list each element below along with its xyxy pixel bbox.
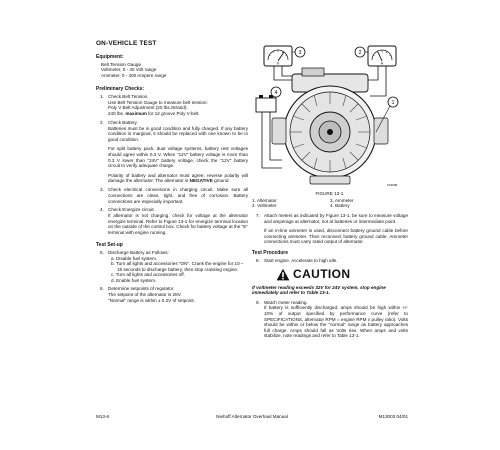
caution-banner [276, 268, 408, 281]
step-6 [100, 286, 248, 303]
step-number: 7. [256, 213, 260, 218]
callout-4 [271, 87, 281, 97]
substep: c. Turn all lights and accessories off. [111, 272, 185, 278]
figure-code: V13006 [386, 183, 398, 187]
step-number: 1. [100, 94, 104, 100]
equipment-list [101, 62, 248, 78]
step-title: Determine setpoints of regulator. [108, 286, 175, 292]
callout-3 [292, 47, 305, 57]
equipment-item: Belt Tension Gauge [101, 62, 142, 67]
step-4 [100, 207, 248, 235]
page-footer [96, 414, 408, 422]
figure-legend [252, 198, 408, 208]
text-run: Polarity of battery and alternator must agree; reverse polarity will damage the alternator. The alternator is [108, 172, 248, 184]
footer-manual-title: Niehoff Alternator Overhaul Manual [216, 414, 288, 419]
step-text: Attach meters as indicated by Figure 13-1, be sure to measure voltage and amperage at alternator, not at batteries or intermediate point. [264, 213, 408, 224]
step-text: "Normal" range is within ± 0.2V of setpoint. [108, 297, 195, 303]
step-title: Check Battery. [108, 119, 138, 125]
step-number: 4. [100, 207, 104, 213]
battery-icon [256, 95, 276, 112]
text-run: ground. [212, 178, 230, 184]
step-1 [100, 94, 248, 116]
substeps [111, 256, 248, 283]
substep: b. Turn all lights and accessories "ON". Crank the engine for 10 – 15 seconds to discharge battery, then stop cranking engine. [111, 261, 244, 272]
step-title: Check Energize circuit. [108, 207, 155, 213]
setup-steps [100, 250, 248, 303]
svg-text:3: 3 [298, 50, 302, 56]
step-9-list [256, 300, 408, 339]
equipment-item: Ammeter, 0 - 400 Ampere range [101, 72, 167, 78]
legend-item: 3. Ammeter [330, 197, 354, 203]
footer-page-number: M13-6 [96, 414, 110, 419]
step-text: Batteries must be in good condition and fully charged. If any battery condition is marginal, it should be replaced with one known to be in good condition. [108, 125, 248, 142]
svg-text:4: 4 [274, 90, 278, 96]
step-title: Check Belt Tension. [108, 94, 149, 100]
step-text [108, 111, 248, 117]
step-8 [256, 258, 408, 264]
step-number: 2. [100, 119, 104, 125]
step-text [108, 173, 248, 184]
emphasis: NEGATIVE [189, 178, 213, 184]
legend-item: 2. Voltmeter [252, 202, 277, 208]
caution-text: If voltmeter reading exceeds 32V for 24V system, stop engine immediately and refer to Table 13-1. [252, 284, 386, 296]
text-run: for 12 groove Poly V-belt. [146, 111, 200, 116]
equipment-heading: Equipment: [96, 54, 124, 60]
step-text: If an in-line ammeter is used, disconnect battery ground cable before connecting ammeter. Then reconnect battery ground cable. Ammeter connections must carry rated output of alternator. [264, 228, 408, 245]
figure-caption: FIGURE 13-1. [315, 191, 345, 196]
procedure-steps [256, 258, 408, 264]
step-number: 8. [256, 257, 260, 263]
step-text: Use Belt Tension Gauge to measure belt tension: [108, 99, 208, 105]
step-title: Discharge Battery as Follows: [108, 250, 169, 256]
legend-item: 4. Battery [330, 202, 350, 208]
equipment-item: Voltmeter, 0 - 40 Volt range [101, 67, 157, 73]
emphasis: maximum [125, 111, 147, 116]
step-text: The setpoint of the alternator is 28V. [108, 292, 182, 298]
page-title: ON-VEHICLE TEST [96, 40, 157, 47]
step-number: 6. [100, 286, 104, 292]
step-text: Check electrical connections in charging circuit. Make sure all connections are clean, tight, and free of corrosion. Battery connections are especially important. [108, 187, 248, 204]
footer-doc-code: M13003 04/01 [378, 414, 408, 419]
step-7-list [256, 213, 408, 245]
figure-13-1 [252, 40, 408, 190]
test-procedure-heading: Test Procedure [252, 249, 289, 256]
caution-word: CAUTION [293, 267, 351, 282]
alternator-icon [272, 68, 388, 184]
step-5 [100, 250, 248, 283]
preliminary-heading: Preliminary Checks: [96, 86, 145, 93]
substep: d. Enable fuel system. [111, 277, 157, 283]
right-column [252, 40, 408, 342]
step-7 [256, 213, 408, 245]
step-text: Poly V Belt Adjustment (20 lbs./strand): [108, 105, 188, 111]
meter-a-label: A [380, 61, 384, 66]
text-run: 240 lbs. [108, 111, 126, 116]
step-text: If battery is sufficiently discharged, amps should be high within +/- 10% of output specified by performance curve (refer to SPECIFICATIONS, alternator RPM = engine RPM x pulley ratio). Volts should be within or below the "normal" range as battery approaches full charge. Amps should fall as Volts rise. When amps and volts stabilize, note readings and refer to Table 13-1. [264, 305, 408, 339]
legend-item: 1. Alternator [252, 197, 277, 203]
alternator-wiring-diagram [252, 40, 408, 190]
left-column [96, 40, 248, 307]
step-number: 3. [100, 187, 104, 193]
step-text: Start engine. Accelerate to high idle. [264, 257, 338, 263]
step-2 [100, 120, 248, 184]
step-number: 9. [256, 299, 260, 305]
step-9 [256, 300, 408, 339]
substep: a. Disable fuel system. [111, 256, 158, 262]
step-number: 5. [100, 250, 104, 256]
step-text: If alternator is not charging, check for voltage at the alternator energize terminal. Refer to Figure 13-1 for energize terminal location on the outside of the control box. Check for battery voltage at the "E" terminal with engine running. [108, 213, 248, 235]
svg-text:1: 1 [391, 100, 395, 106]
callout-2 [355, 47, 368, 57]
svg-text:2: 2 [358, 50, 362, 56]
test-setup-heading: Test Set-up [96, 242, 123, 249]
meter-v-label: V [276, 61, 280, 66]
warning-triangle-icon [276, 268, 290, 281]
preliminary-steps [100, 94, 248, 235]
step-3 [100, 187, 248, 204]
step-text: For split battery pack, dual voltage systems, battery rest voltages should agree within 0.3 V. When "12V" battery voltage is more than 0.3 V lower than "24V" battery voltage, check the "12V" battery circuit to verify adequate charge. [108, 146, 248, 169]
step-title: Watch meter reading. [264, 299, 308, 305]
